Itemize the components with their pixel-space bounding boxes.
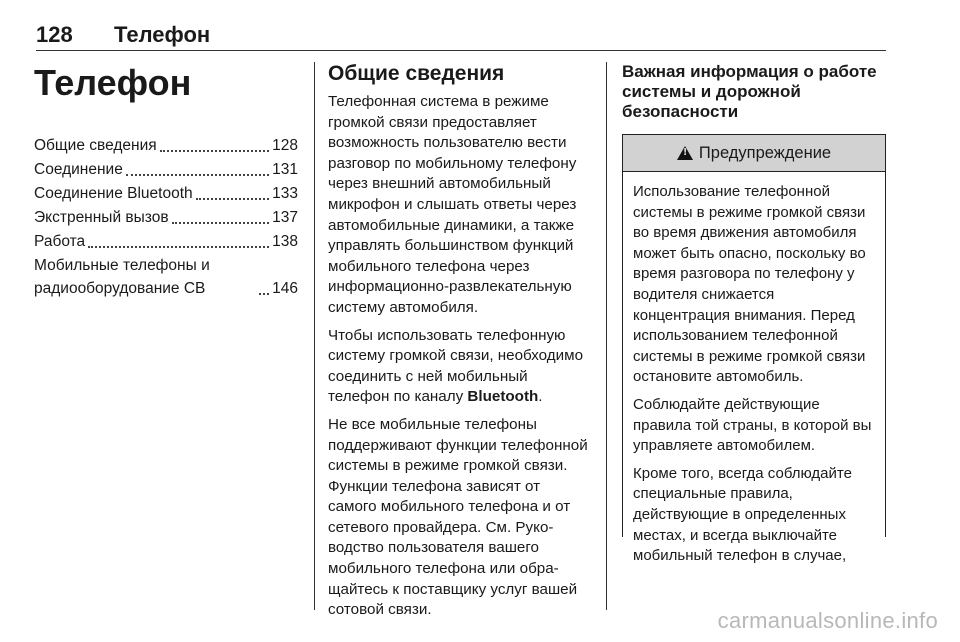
toc-item[interactable] — [34, 158, 298, 181]
toc-label: Соединение Bluetooth — [34, 185, 193, 202]
column-divider — [314, 62, 315, 610]
warning-body — [623, 172, 885, 567]
toc-page: 137 — [272, 209, 298, 226]
toc-page: 133 — [272, 185, 298, 202]
column-divider — [606, 62, 607, 610]
watermark: carmanualsonline.info — [717, 608, 938, 633]
toc-label: Мобильные телефоны и радиооборудование CB — [34, 257, 210, 297]
bluetooth-term: Bluetooth — [467, 388, 539, 406]
toc-page: 146 — [272, 280, 298, 297]
toc-label: Экстренный вызов — [34, 209, 169, 226]
page-header — [36, 10, 886, 51]
warning-header — [623, 135, 885, 172]
toc-page: 128 — [272, 137, 298, 154]
toc-leader-dots — [196, 198, 270, 200]
toc-leader-dots — [259, 293, 269, 295]
paragraph-text: Чтобы использовать телефонную систему громкой связи, необходимо соединить с ней мобильный телефон по каналу — [328, 326, 584, 406]
safety-title: Важная информация о работе системы и дорожной безопасности — [622, 62, 877, 121]
warning-label: Предупреждение — [698, 143, 832, 162]
warning-box — [622, 134, 886, 565]
toc-item[interactable] — [34, 230, 298, 253]
paragraph-end: . — [538, 388, 543, 406]
paragraph: Телефонная система в режиме громкой связи предоставляет возможность пользователю вести разговор по мобильному телефону через внешний автомобильный микрофон и слышать ответы через автомобильные динамики, а также управлять большинством функций мобильного телефона через информационно-развлекательную систему автомобиля. — [328, 93, 577, 316]
warning-paragraph: Соблюдайте действующие правила той страны, в которой вы управляете автомобилем. — [633, 395, 872, 455]
toc-leader-dots — [172, 222, 270, 224]
toc-item[interactable] — [34, 254, 298, 300]
toc-item[interactable] — [34, 182, 298, 205]
table-of-contents — [34, 134, 298, 300]
toc-item[interactable] — [34, 134, 298, 157]
toc-leader-dots — [126, 174, 269, 176]
toc-label: Общие сведения — [34, 137, 157, 154]
chapter-title: Телефон — [34, 62, 192, 103]
section-title: Общие сведения — [328, 62, 505, 85]
warning-paragraph: Использование телефонной системы в режиме громкой связи во время движения автомобиля может быть опасно, поскольку во время разговора по телефону у водителя снижается концентрация внимания. Перед использованием телефонной системы в режиме громкой связи остановите автомобиль. — [633, 183, 866, 386]
page-number: 128 — [36, 22, 73, 47]
general-info-column — [328, 62, 592, 628]
toc-item[interactable] — [34, 206, 298, 229]
toc-leader-dots — [160, 150, 269, 152]
warning-paragraph: Кроме того, всегда соблюдайте специальные правила, действующие в определенных местах, и всегда выключайте мобильный телефон в случае, — [633, 464, 852, 565]
toc-column — [34, 62, 298, 301]
running-title: Телефон — [114, 22, 211, 47]
toc-label: Соединение — [34, 161, 123, 178]
toc-leader-dots — [88, 246, 269, 248]
warning-icon — [677, 146, 693, 160]
safety-column — [622, 62, 886, 565]
paragraph — [328, 326, 592, 408]
paragraph: Не все мобильные телефоны поддерживают функции телефонной системы в режиме громкой связи. Функции телефона зависят от самого мобильного телефона и от сетевого провайдера. См. Руководство пользователя вашего мобильного телефона или обращайтесь к поставщику услуг вашей сотовой связи. — [328, 415, 588, 619]
toc-label: Работа — [34, 233, 86, 250]
toc-page: 131 — [272, 161, 298, 178]
toc-page: 138 — [272, 233, 298, 250]
